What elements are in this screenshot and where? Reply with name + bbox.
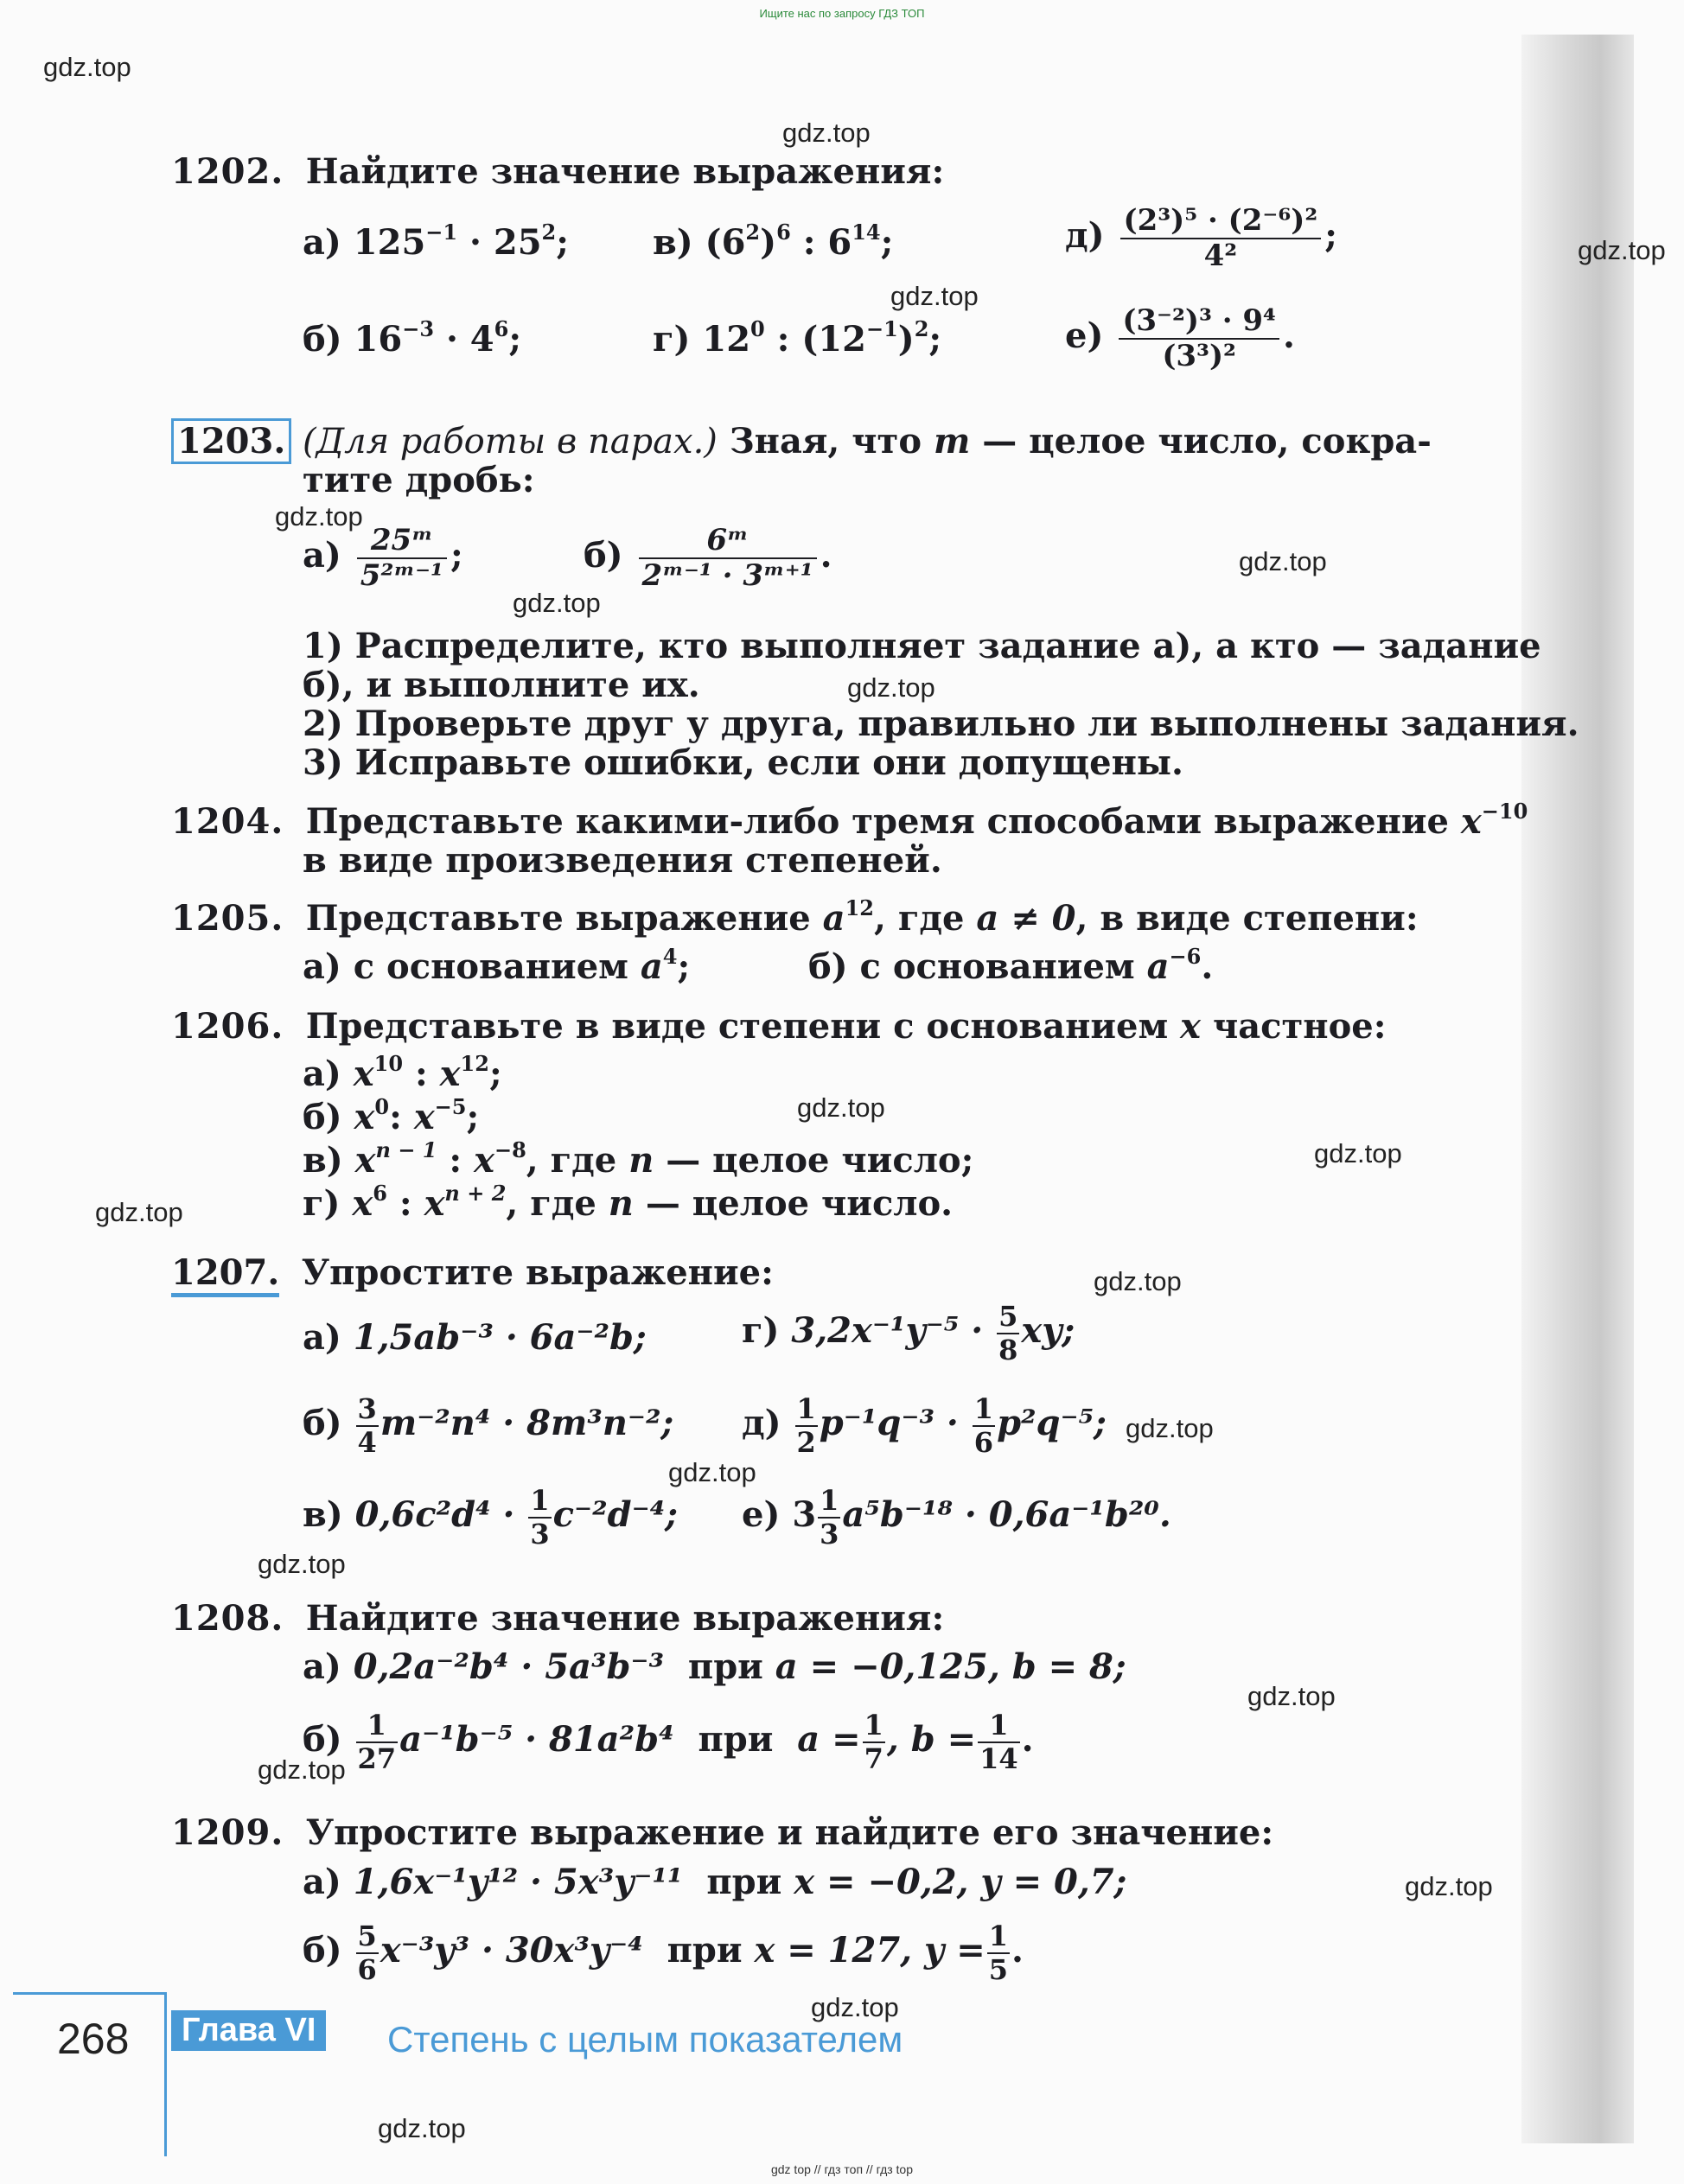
watermark: gdz.top <box>1314 1138 1402 1168</box>
exercise-1202-e: е) $\frac{\text{(3⁻²)³ · 9⁴}}{\text{(3³)²}}$ . <box>1065 303 1295 374</box>
watermark: gdz.top <box>378 2113 466 2143</box>
exercise-1207-e: е) 3 $\frac{1}{3}$ a⁵b⁻¹⁸ · 0,6a⁻¹b²⁰. <box>742 1484 1171 1550</box>
footer-rule-horizontal <box>13 1992 167 1995</box>
exercise-1209-b: б) $\frac{5}{6}$ x⁻³y³ · 30x³y⁻⁴ при x = 127, y = $\frac{1}{5}$ . <box>303 1920 1024 1986</box>
exercise-1207-b: б) $\frac{3}{4}$ m⁻²n⁴ · 8m³n⁻²; <box>303 1392 674 1459</box>
exercise-1202-title: 1202. Найдите значение выражения: <box>171 151 945 192</box>
exercise-1202-a: а) $125^{-1} \cdot 25^2$; <box>303 220 570 263</box>
exercise-1206-v: в) $x^{n - 1}$ : $x^{-8}$, где n — целое число; <box>303 1137 974 1181</box>
exercise-1202-v: в) $(6^2)^6$ : $6^{14}$; <box>653 220 894 263</box>
top-banner: Ищите нас по запросу ГДЗ ТОП <box>759 7 925 20</box>
exercise-1202-b: б) $16^{-3} \cdot 4^6$; <box>303 316 522 360</box>
bottom-banner: gdz top // гдз топ // гдз top <box>770 2162 914 2176</box>
exercise-1207-g: г) 3,2x⁻¹y⁻⁵ · $\frac{5}{8}$ xy; <box>742 1300 1075 1366</box>
exercise-1205-b: б) с основанием $a^{-6}$. <box>808 944 1214 987</box>
exercise-1203-a: а) $\frac{\text{25ᵐ}}{\text{5²ᵐ⁻¹}}$ ; <box>303 523 463 594</box>
exercise-1203-step1: 1) Распределите, кто выполняет задание а), а кто — задание <box>303 626 1541 666</box>
watermark: gdz.top <box>1239 546 1327 576</box>
exercise-1206-b: б) $x^0$: $x^{-5}$; <box>303 1094 480 1137</box>
watermark: gdz.top <box>258 1549 346 1579</box>
watermark: gdz.top <box>1094 1266 1182 1296</box>
page-edge-shadow <box>1521 35 1634 2143</box>
watermark: gdz.top <box>1405 1871 1493 1901</box>
exercise-1204-line2: в виде произведения степеней. <box>303 840 942 881</box>
exercise-1208-a: а) 0,2a⁻²b⁴ · 5a³b⁻³ при a = −0,125, b = 8; <box>303 1646 1126 1687</box>
exercise-1203-step3: 3) Исправьте ошибки, если они допущены. <box>303 742 1183 783</box>
watermark: gdz.top <box>1578 235 1666 265</box>
exercise-1207-d: д) $\frac{1}{2}$ p⁻¹q⁻³ · $\frac{1}{6}$ p²q⁻⁵; <box>742 1392 1107 1459</box>
chapter-badge: Глава VI <box>171 2010 326 2051</box>
exercise-1208-b: б) $\frac{1}{27}$ a⁻¹b⁻⁵ · 81a²b⁴ при a = $\frac{1}{7}$ , b = $\frac{1}{14}$ . <box>303 1709 1034 1775</box>
exercise-1209-title: 1209. Упростите выражение и найдите его значение: <box>171 1812 1274 1853</box>
exercise-1202-d: д) $\frac{\text{(2³)⁵ · (2⁻⁶)²}}{\text{4²}}$ ; <box>1065 203 1337 274</box>
watermark: gdz.top <box>1126 1413 1214 1443</box>
watermark: gdz.top <box>797 1092 885 1123</box>
exercise-1205-title: 1205. Представьте выражение $a^{12}$, где a ≠ 0, в виде степени: <box>171 895 1419 939</box>
exercise-1206-g: г) $x^6$ : $x^{n + 2}$, где n — целое число. <box>303 1181 954 1224</box>
watermark: gdz.top <box>95 1197 183 1227</box>
exercise-1209-a: а) 1,6x⁻¹y¹² · 5x³y⁻¹¹ при x = −0,2, y = 0,7; <box>303 1862 1127 1902</box>
page-number: 268 <box>57 2015 130 2063</box>
exercise-1202-g: г) $12^0$ : $(12^{-1})^2$; <box>653 316 942 360</box>
exercise-1203-step1b: б), и выполните их. <box>303 665 700 705</box>
exercise-1207-a: а) 1,5ab⁻³ · 6a⁻²b; <box>303 1317 647 1358</box>
watermark: gdz.top <box>513 588 601 618</box>
watermark: gdz.top <box>43 52 131 82</box>
exercise-1203-line2: тите дробь: <box>303 460 535 500</box>
exercise-1207-v: в) 0,6c²d⁴ · $\frac{1}{3}$ c⁻²d⁻⁴; <box>303 1484 679 1550</box>
watermark: gdz.top <box>782 118 871 148</box>
exercise-1208-title: 1208. Найдите значение выражения: <box>171 1598 945 1639</box>
watermark: gdz.top <box>890 281 979 311</box>
watermark: gdz.top <box>811 1992 899 2022</box>
exercise-1203-b: б) $\frac{\text{6ᵐ}}{\text{2ᵐ⁻¹ · 3ᵐ⁺¹}}$ . <box>584 523 832 594</box>
watermark: gdz.top <box>1247 1681 1336 1711</box>
exercise-1207-title: 1207. Упростите выражение: <box>171 1253 774 1293</box>
watermark: gdz.top <box>275 501 363 532</box>
watermark: gdz.top <box>258 1754 346 1785</box>
exercise-1206-title: 1206. Представьте в виде степени с основанием x частное: <box>171 1006 1387 1047</box>
exercise-1203-step2: 2) Проверьте друг у друга, правильно ли выполнены задания. <box>303 704 1579 744</box>
footer-rule-vertical <box>164 1992 167 2156</box>
watermark: gdz.top <box>668 1457 756 1487</box>
exercise-1206-a: а) $x^{10}$ : $x^{12}$; <box>303 1051 502 1094</box>
exercise-1204-title: 1204. Представьте какими-либо тремя способами выражение $x^{-10}$ <box>171 799 1528 842</box>
exercise-1205-a: а) с основанием $a^4$; <box>303 944 691 987</box>
watermark: gdz.top <box>847 672 935 703</box>
exercise-1203-title: 1203. (Для работы в парах.) Зная, что m — целое число, сокра- <box>171 422 1432 462</box>
chapter-title: Степень с целым показателем <box>387 2019 903 2060</box>
